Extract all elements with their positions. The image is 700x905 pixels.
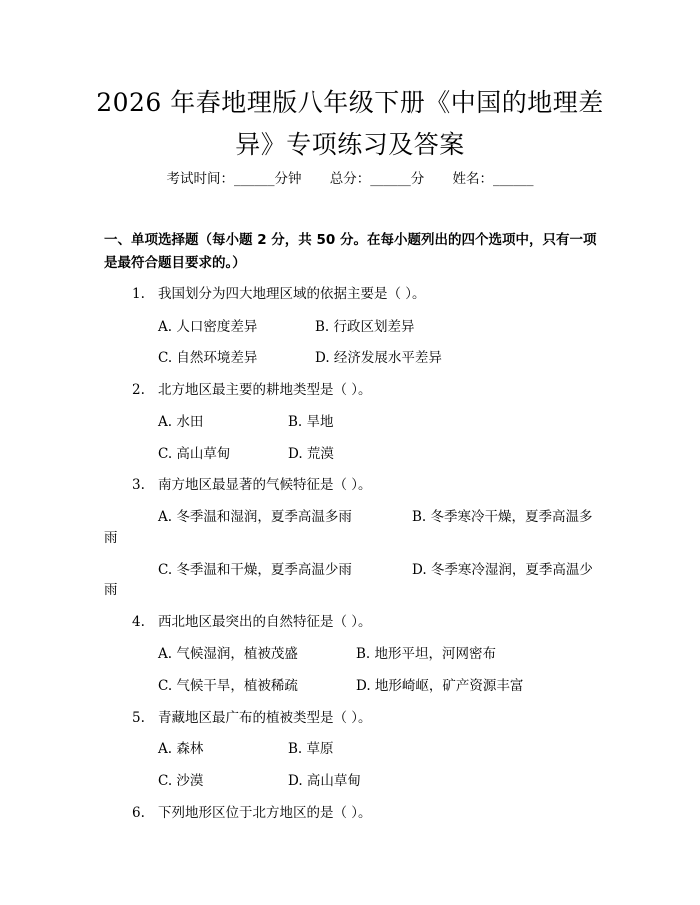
exam-score: 总分：______分 bbox=[329, 171, 425, 187]
option-c: C. 沙漠 bbox=[158, 773, 204, 789]
question-text: 西北地区最突出的自然特征是（ ）。 bbox=[158, 614, 372, 630]
title-line-1: 2026 年春地理版八年级下册《中国的地理差 bbox=[96, 88, 604, 117]
option-d: D. 高山草甸 bbox=[288, 773, 361, 789]
option-a: A. 森林 bbox=[158, 741, 204, 757]
option-c: C. 自然环境差异 bbox=[158, 350, 258, 366]
exam-meta bbox=[0, 167, 700, 187]
question-number: 6. bbox=[132, 805, 145, 821]
question-4 bbox=[132, 610, 372, 630]
exam-name: 姓名：______ bbox=[452, 171, 534, 187]
question-number: 1. bbox=[132, 286, 145, 302]
option-a: A. 人口密度差异 bbox=[158, 319, 258, 335]
question-text: 下列地形区位于北方地区的是（ ）。 bbox=[158, 805, 372, 821]
question-text: 我国划分为四大地理区域的依据主要是（ ）。 bbox=[158, 286, 426, 302]
option-d: D. 冬季寒冷湿润，夏季高温少 bbox=[412, 562, 593, 578]
section-heading: 一、单项选择题（每小题 2 分，共 50 分。在每小题列出的四个选项中，只有一项是最符合题目要求的。） bbox=[104, 232, 597, 271]
option-b: B. 草原 bbox=[288, 741, 334, 757]
option-a: A. 冬季温和湿润，夏季高温多雨 bbox=[158, 509, 352, 525]
question-number: 2. bbox=[132, 382, 145, 398]
option-c: C. 冬季温和干燥，夏季高温少雨 bbox=[158, 562, 352, 578]
option-c: C. 气候干旱，植被稀疏 bbox=[158, 678, 298, 694]
question-number: 5. bbox=[132, 710, 145, 726]
option-d: D. 荒漠 bbox=[288, 446, 334, 462]
exam-time: 考试时间：______分钟 bbox=[166, 171, 302, 187]
question-text: 南方地区最显著的气候特征是（ ）。 bbox=[158, 477, 372, 493]
option-wrap: 雨 bbox=[104, 582, 118, 598]
option-b: B. 行政区划差异 bbox=[315, 319, 415, 335]
option-b: B. 旱地 bbox=[288, 414, 334, 430]
question-text: 北方地区最主要的耕地类型是（ ）。 bbox=[158, 382, 372, 398]
option-b: B. 地形平坦，河网密布 bbox=[356, 646, 497, 662]
question-5 bbox=[132, 706, 372, 726]
option-wrap: 雨 bbox=[104, 530, 118, 546]
option-b: B. 冬季寒冷干燥，夏季高温多 bbox=[412, 509, 593, 525]
title-line-2: 异》专项练习及答案 bbox=[235, 130, 465, 159]
option-a: A. 气候湿润，植被茂盛 bbox=[158, 646, 298, 662]
question-1 bbox=[132, 282, 426, 302]
option-d: D. 经济发展水平差异 bbox=[315, 350, 442, 366]
option-d: D. 地形崎岖，矿产资源丰富 bbox=[356, 678, 524, 694]
question-6 bbox=[132, 801, 372, 821]
question-2 bbox=[132, 378, 372, 398]
option-a: A. 水田 bbox=[158, 414, 204, 430]
question-3 bbox=[132, 473, 372, 493]
option-c: C. 高山草甸 bbox=[158, 446, 231, 462]
question-number: 4. bbox=[132, 614, 145, 630]
question-number: 3. bbox=[132, 477, 145, 493]
question-text: 青藏地区最广布的植被类型是（ ）。 bbox=[158, 710, 372, 726]
document-title bbox=[0, 82, 700, 166]
